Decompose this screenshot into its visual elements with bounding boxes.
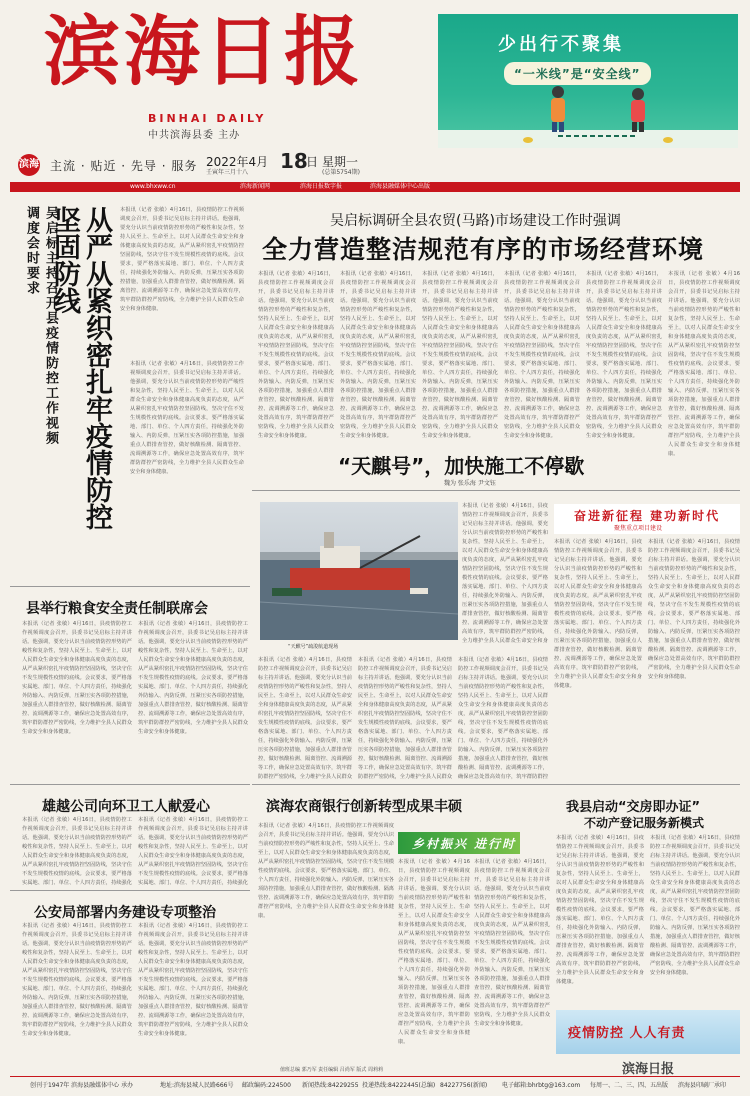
- market-body-col2: 本报讯（记者 张敏）4月16日，县疫情防控工作视频调度会召开，县委书记吴启标主持并讲话。他强调，要充分认识当前疫情防控形势的严峻性和复杂性，坚持人民至上、生命至上，以对人民群众生命安全和身体健康高度负责的态度，从严从紧织密扎牢疫情防控坚固防线，坚决守住不发生规模性疫情的底线。会议要求，要严格落实属地、部门、单位、个人四方责任，持续强化外防输入、内防反弹，压紧压实各项防控措施，加强重点人群排查管控，做好核酸检测、隔离管控、流调溯源等工作，确保应急处置高效有序，筑牢群防群控严密防线，全力维护全县人民群众生命安全和身体健康。: [340, 271, 416, 439]
- market-body-col5: 本报讯（记者 张敏）4月16日，县疫情防控工作视频调度会召开，县委书记吴启标主持并讲话。他强调，要充分认识当前疫情防控形势的严峻性和复杂性，坚持人民至上、生命至上，以对人民群众生命安全和身体健康高度负责的态度，从严从紧织密扎牢疫情防控坚固防线，坚决守住不发生规模性疫情的底线。会议要求，要严格落实属地、部门、单位、个人四方责任，持续强化外防输入、内防反弹，压紧压实各项防控措施，加强重点人群排查管控，做好核酸检测、隔离管控、流调溯源等工作，确保应急处置高效有序，筑牢群防群控严密防线，全力维护全县人民群众生命安全和身体健康。: [586, 271, 662, 439]
- tianqi-body-col6: 本报讯（记者 张敏）4月16日，县疫情防控工作视频调度会召开，县委书记吴启标主持并讲话。他强调，要充分认识当前疫情防控形势的严峻性和复杂性，坚持人民至上、生命至上，以对人民群众生命安全和身体健康高度负责的态度，从严从紧织密扎牢疫情防控坚固防线，坚决守住不发生规模性疫情的底线。会议要求，要严格落实属地、部门、单位、个人四方责任，持续强化外防输入、内防反弹，压紧压实各项防控措施，加强重点人群排查管控，做好核酸检测、隔离管控、流调溯源等工作，确保应急处置高效有序，筑牢群防群控: [458, 657, 548, 780]
- sponsor-line: 中共滨海县委 主办: [148, 130, 241, 141]
- footer-delivery-phone: 投递热线:84222445(总编): [362, 1082, 436, 1089]
- divider: [10, 784, 250, 785]
- tianqi-byline: 魏为 张乐海 尹文钰: [444, 480, 496, 487]
- new-era-banner: [554, 504, 740, 534]
- grain-body-col2: 本报讯（记者 张敏）4月16日，县疫情防控工作视频调度会召开，县委书记吴启标主持并讲话。他强调，要充分认识当前疫情防控形势的严峻性和复杂性，坚持人民至上、生命至上，以对人民群众生命安全和身体健康高度负责的态度，从严从紧织密扎牢疫情防控坚固防线，坚决守住不发生规模性疫情的底线。会议要求，要严格落实属地、部门、单位、个人四方责任，持续强化外防输入、内防反弹，压紧压实各项防控措施，加强重点人群排查管控，做好核酸检测、隔离管控、流调溯源等工作，确保应急处置高效有序，筑牢群防群控严密防线，全力维护全县人民群众生命安全和身体健康。: [138, 621, 248, 735]
- newspaper-logo-english: BINHAI DAILY: [148, 112, 267, 125]
- footer-founded: 创刊于1947年 滨海县融媒体中心 承办: [30, 1082, 134, 1089]
- day-unit: 日: [306, 155, 319, 169]
- lead-headline: 从严从紧织密扎牢疫情防控坚固防线: [49, 206, 112, 530]
- new-era-subtitle: 聚焦重点项目建设: [614, 525, 663, 532]
- bank-body-col3: 本报讯（记者 张敏）4月16日，县疫情防控工作视频调度会召开，县委书记吴启标主持并讲话。他强调，要充分认识当前疫情防控形势的严峻性和复杂性，坚持人民至上、生命至上，以对人民群众生命安全和身体健康高度负责的态度，从严从紧织密扎牢疫情防控坚固防线，坚决守住不发生规模性疫情的底线。会议要求，要严格落实属地、部门、单位、个人四方责任，持续强化外防输入、内防反弹，压紧压实各项防控措施，加强重点人群排查管控，做好核酸检测、隔离管控、流调溯源等工作，确保应急处置高效有序，筑牢群防群控严密防线，全力维护全县人民群众生命安全和身体健康。: [474, 859, 550, 1027]
- newspaper-emblem-icon: 滨海: [18, 154, 40, 176]
- market-body-col6: 本报讯（记者 张敏）4月16日，县疫情防控工作视频调度会召开，县委书记吴启标主持并讲话。他强调，要充分认识当前疫情防控形势的严峻性和复杂性，坚持人民至上、生命至上，以对人民群众生命安全和身体健康高度负责的态度，从严从紧织密扎牢疫情防控坚固防线，坚决守住不发生规模性疫情的底线。会议要求，要严格落实属地、部门、单位、个人四方责任，持续强化外防输入、内防反弹，压紧压实各项防控措施，加强重点人群排查管控，做好核酸检测、隔离管控、流调溯源等工作，确保应急处置高效有序，筑牢群防群控严密防线，全力维护全县人民群众生命安全和身体健康。: [668, 271, 740, 457]
- footer: [10, 1076, 740, 1090]
- new-era-title: 奋进新征程 建功新时代: [574, 509, 721, 523]
- divider: [552, 784, 740, 785]
- public-service-banner: [438, 14, 738, 148]
- wechat-watermark: 滨海日报: [622, 1062, 675, 1077]
- footer-email[interactable]: 电子邮箱:bhrbtg@163.com: [502, 1082, 581, 1089]
- footer-printer: 滨海县印刷厂承印: [678, 1082, 727, 1089]
- market-kicker: 吴启标调研全县农贸(马路)市场建设工作时强调: [330, 213, 621, 229]
- publication-date: 2022年4月: [206, 155, 269, 169]
- website-bar: [10, 182, 740, 192]
- lead-kicker: 吴启标主持召开县疫情防控工作视频调度会时要求: [24, 206, 58, 446]
- news-site[interactable]: 滨海新闻网: [240, 183, 271, 190]
- tianqi-body-col2: 本报讯（记者 张敏）4月16日，县疫情防控工作视频调度会召开，县委书记吴启标主持并讲话。他强调，要充分认识当前疫情防控形势的严峻性和复杂性，坚持人民至上、生命至上，以对人民群众生命安全和身体健康高度负责的态度，从严从紧织密扎牢疫情防控坚固防线，坚决守住不发生规模性疫情的底线。会议要求，要严格落实属地、部门、单位、个人四方责任，持续强化外防输入、内防反弹，压紧压实各项防控措施，加强重点人群排查管控，做好核酸检测、隔离管控、流调溯源等工作，确保应急处置高效有序，筑牢群防群控严密防线，全力维护全县人民群众生命安全和身体健康。: [554, 539, 642, 689]
- rural-banner-text: 乡村振兴 进行时: [412, 837, 517, 851]
- digital-paper[interactable]: 滨海日报数字报: [300, 183, 343, 190]
- lead-body-2: 本报讯（记者 张敏）4月16日，县疫情防控工作视频调度会召开，县委书记吴启标主持并讲话。他强调，要充分认识当前疫情防控形势的严峻性和复杂性，坚持人民至上、生命至上，以对人民群众生命安全和身体健康高度负责的态度，从严从紧织密扎牢疫情防控坚固防线，坚决守住不发生规模性疫情的底线。会议要求，要严格落实属地、部门、单位、个人四方责任，持续强化外防输入、内防反弹，压紧压实各项防控措施，加强重点人群排查管控，做好核酸检测、隔离管控、流调溯源等工作，确保应急处置高效有序，筑牢群防群控严密防线，全力维护全县人民群众生命安全和身体健康。: [130, 361, 244, 475]
- xiongyue-headline: 雄越公司向环卫工人献爱心: [42, 799, 210, 815]
- footer-schedule: 每周一、二、三、四、五出版: [590, 1082, 669, 1089]
- police-headline: 公安局部署内务建设专项整治: [34, 905, 216, 921]
- bank-body-col2: 本报讯（记者 张敏）4月16日，县疫情防控工作视频调度会召开，县委书记吴启标主持并讲话。他强调，要充分认识当前疫情防控形势的严峻性和复杂性，坚持人民至上、生命至上，以对人民群众生命安全和身体健康高度负责的态度，从严从紧织密扎牢疫情防控坚固防线，坚决守住不发生规模性疫情的底线。会议要求，要严格落实属地、部门、单位、个人四方责任，持续强化外防输入、内防反弹，压紧压实各项防控措施，加强重点人群排查管控，做好核酸检测、隔离管控、流调溯源等工作，确保应急处置高效有序，筑牢群防群控严密防线，全力维护全县人民群众生命安全和身体健康。: [398, 859, 470, 1045]
- footer-address: 地址:滨海县城人民路666号: [160, 1082, 234, 1089]
- website-url[interactable]: www.bhxww.cn: [130, 183, 176, 190]
- footer-news-phone: 新闻热线:84229255: [302, 1082, 359, 1089]
- lead-body: 本报讯（记者 张敏）4月16日，县疫情防控工作视频调度会召开，县委书记吴启标主持并讲话。他强调，要充分认识当前疫情防控形势的严峻性和复杂性，坚持人民至上、生命至上，以对人民群众生命安全和身体健康高度负责的态度，从严从紧织密扎牢疫情防控坚固防线，坚决守住不发生规模性疫情的底线。会议要求，要严格落实属地、部门、单位、个人四方责任，持续强化外防输入、内防反弹，压紧压实各项防控措施，加强重点人群排查管控，做好核酸检测、隔离管控、流调溯源等工作，确保应急处置高效有序，筑牢群防群控严密防线，全力维护全县人民群众生命安全和身体健康。: [120, 207, 244, 312]
- transaction-headline: 我县启动“交房即办证”: [566, 800, 701, 815]
- police-body-col1: 本报讯（记者 张敏）4月16日，县疫情防控工作视频调度会召开，县委书记吴启标主持并讲话。他强调，要充分认识当前疫情防控形势的严峻性和复杂性，坚持人民至上、生命至上，以对人民群众生命安全和身体健康高度负责的态度，从严从紧织密扎牢疫情防控坚固防线，坚决守住不发生规模性疫情的底线。会议要求，要严格落实属地、部门、单位、个人四方责任，持续强化外防输入、内防反弹，压紧压实各项防控措施，加强重点人群排查管控，做好核酸检测、隔离管控、流调溯源等工作，确保应急处置高效有序，筑牢群防群控严密防线，全力维护全县人民群众生命安全和身体健康。: [22, 923, 132, 1037]
- date-line: [10, 149, 740, 178]
- epidemic-banner-text: 疫情防控 人人有责: [568, 1026, 686, 1041]
- people-distance-illustration: [438, 84, 738, 148]
- market-body-col1: 本报讯（记者 张敏）4月16日，县疫情防控工作视频调度会召开，县委书记吴启标主持并讲话。他强调，要充分认识当前疫情防控形势的严峻性和复杂性，坚持人民至上、生命至上，以对人民群众生命安全和身体健康高度负责的态度，从严从紧织密扎牢疫情防控坚固防线，坚决守住不发生规模性疫情的底线。会议要求，要严格落实属地、部门、单位、个人四方责任，持续强化外防输入、内防反弹，压紧压实各项防控措施，加强重点人群排查管控，做好核酸检测、隔离管控、流调溯源等工作，确保应急处置高效有序，筑牢群防群控严密防线，全力维护全县人民群众生命安全和身体健康。: [258, 271, 334, 439]
- grain-body-col1: 本报讯（记者 张敏）4月16日，县疫情防控工作视频调度会召开，县委书记吴启标主持并讲话。他强调，要充分认识当前疫情防控形势的严峻性和复杂性，坚持人民至上、生命至上，以对人民群众生命安全和身体健康高度负责的态度，从严从紧织密扎牢疫情防控坚固防线，坚决守住不发生规模性疫情的底线。会议要求，要严格落实属地、部门、单位、个人四方责任，持续强化外防输入、内防反弹，压紧压实各项防控措施，加强重点人群排查管控，做好核酸检测、隔离管控、流调溯源等工作，确保应急处置高效有序，筑牢群防群控严密防线，全力维护全县人民群众生命安全和身体健康。: [22, 621, 132, 735]
- tianqi-headline: “天麒号”，加快施工不停歇: [338, 454, 585, 478]
- publisher-note: 滨海县融媒体中心出版: [370, 183, 431, 190]
- banner-title: 少出行不聚集: [498, 34, 624, 55]
- footer-postcode: 邮政编码:224500: [242, 1082, 291, 1089]
- divider: [252, 490, 740, 491]
- issue-number: (总第5754期): [322, 169, 360, 176]
- transaction-body-col2: 本报讯（记者 张敏）4月16日，县疫情防控工作视频调度会召开，县委书记吴启标主持并讲话。他强调，要充分认识当前疫情防控形势的严峻性和复杂性，坚持人民至上、生命至上，以对人民群众生命安全和身体健康高度负责的态度，从严从紧织密扎牢疫情防控坚固防线，坚决守住不发生规模性疫情的底线。会议要求，要严格落实属地、部门、单位、个人四方责任，持续强化外防输入、内防反弹，压紧压实各项防控措施，加强重点人群排查管控，做好核酸检测、隔离管控、流调溯源等工作，确保应急处置高效有序，筑牢群防群控严密防线，全力维护全县人民群众生命安全和身体健康。: [650, 835, 740, 976]
- divider: [252, 784, 552, 785]
- photo-caption: “天麒号”疏浚航道现场: [288, 644, 339, 650]
- police-body-col2: 本报讯（记者 张敏）4月16日，县疫情防控工作视频调度会召开，县委书记吴启标主持并讲话。他强调，要充分认识当前疫情防控形势的严峻性和复杂性，坚持人民至上、生命至上，以对人民群众生命安全和身体健康高度负责的态度，从严从紧织密扎牢疫情防控坚固防线，坚决守住不发生规模性疫情的底线。会议要求，要严格落实属地、部门、单位、个人四方责任，持续强化外防输入、内防反弹，压紧压实各项防控措施，加强重点人群排查管控，做好核酸检测、隔离管控、流调溯源等工作，确保应急处置高效有序，筑牢群防群控严密防线，全力维护全县人民群众生命安全和身体健康。: [138, 923, 248, 1037]
- dredger-illustration: [260, 502, 458, 640]
- xiongyue-body-col1: 本报讯（记者 张敏）4月16日，县疫情防控工作视频调度会召开，县委书记吴启标主持并讲话。他强调，要充分认识当前疫情防控形势的严峻性和复杂性，坚持人民至上、生命至上，以对人民群众生命安全和身体健康高度负责的态度，从严从紧织密扎牢疫情防控坚固防线，坚决守住不发生规模性疫情的底线。会议要求，要严格落实属地、部门、单位、个人四方责任，持续强化: [22, 817, 132, 886]
- market-body-col3: 本报讯（记者 张敏）4月16日，县疫情防控工作视频调度会召开，县委书记吴启标主持并讲话。他强调，要充分认识当前疫情防控形势的严峻性和复杂性，坚持人民至上、生命至上，以对人民群众生命安全和身体健康高度负责的态度，从严从紧织密扎牢疫情防控坚固防线，坚决守住不发生规模性疫情的底线。会议要求，要严格落实属地、部门、单位、个人四方责任，持续强化外防输入、内防反弹，压紧压实各项防控措施，加强重点人群排查管控，做好核酸检测、隔离管控、流调溯源等工作，确保应急处置高效有序，筑牢群防群控严密防线，全力维护全县人民群众生命安全和身体健康。: [422, 271, 498, 439]
- grain-headline: 县举行粮食安全责任制联席会: [26, 601, 208, 617]
- dredger-photo: [260, 502, 458, 640]
- tianqi-body-col3: 本报讯（记者 张敏）4月16日，县疫情防控工作视频调度会召开，县委书记吴启标主持并讲话。他强调，要充分认识当前疫情防控形势的严峻性和复杂性，坚持人民至上、生命至上，以对人民群众生命安全和身体健康高度负责的态度，从严从紧织密扎牢疫情防控坚固防线，坚决守住不发生规模性疫情的底线。会议要求，要严格落实属地、部门、单位、个人四方责任，持续强化外防输入、内防反弹，压紧压实各项防控措施，加强重点人群排查管控，做好核酸检测、隔离管控、流调溯源等工作，确保应急处置高效有序，筑牢群防群控严密防线，全力维护全县人民群众生命安全和身体健康。: [648, 539, 740, 680]
- footer-news-phone-2: 84227756(新闻): [440, 1082, 488, 1089]
- rural-revitalization-banner: [398, 832, 520, 854]
- xiongyue-body-col2: 本报讯（记者 张敏）4月16日，县疫情防控工作视频调度会召开，县委书记吴启标主持并讲话。他强调，要充分认识当前疫情防控形势的严峻性和复杂性，坚持人民至上、生命至上，以对人民群众生命安全和身体健康高度负责的态度，从严从紧织密扎牢疫情防控坚固防线，坚决守住不发生规模性疫情的底线。会议要求，要严格落实属地、部门、单位、个人四方责任，持续强化: [138, 817, 248, 886]
- bank-body-col1: 本报讯（记者 张敏）4月16日，县疫情防控工作视频调度会召开，县委书记吴启标主持并讲话。他强调，要充分认识当前疫情防控形势的严峻性和复杂性，坚持人民至上、生命至上，以对人民群众生命安全和身体健康高度负责的态度，从严从紧织密扎牢疫情防控坚固防线，坚决守住不发生规模性疫情的底线。会议要求，要严格落实属地、部门、单位、个人四方责任，持续强化外防输入、内防反弹，压紧压实各项防控措施，加强重点人群排查管控，做好核酸检测、隔离管控、流调溯源等工作，确保应急处置高效有序，筑牢群防群控严密防线，全力维护全县人民群众生命安全和身体健康。: [258, 823, 394, 919]
- tianqi-body-col4: 本报讯（记者 张敏）4月16日，县疫情防控工作视频调度会召开，县委书记吴启标主持并讲话。他强调，要充分认识当前疫情防控形势的严峻性和复杂性，坚持人民至上、生命至上，以对人民群众生命安全和身体健康高度负责的态度，从严从紧织密扎牢疫情防控坚固防线，坚决守住不发生规模性疫情的底线。会议要求，要严格落实属地、部门、单位、个人四方责任，持续强化外防输入、内防反弹，压紧压实各项防控措施，加强重点人群排查管控，做好核酸检测、隔离管控、流调溯源等工作，确保应急处置高效有序，筑牢群防群控严密防线，全力维护全县人民群众: [258, 657, 352, 780]
- lunar-date: 壬寅年三月十八: [206, 169, 249, 176]
- divider: [10, 890, 250, 891]
- bank-headline: 滨海农商银行创新转型成果丰硕: [266, 799, 462, 815]
- slogan: 主流 · 贴近 · 先导 · 服务: [50, 159, 198, 173]
- transaction-body-col1: 本报讯（记者 张敏）4月16日，县疫情防控工作视频调度会召开，县委书记吴启标主持并讲话。他强调，要充分认识当前疫情防控形势的严峻性和复杂性，坚持人民至上、生命至上，以对人民群众生命安全和身体健康高度负责的态度，从严从紧织密扎牢疫情防控坚固防线，坚决守住不发生规模性疫情的底线。会议要求，要严格落实属地、部门、单位、个人四方责任，持续强化外防输入、内防反弹，压紧压实各项防控措施，加强重点人群排查管控，做好核酸检测、隔离管控、流调溯源等工作，确保应急处置高效有序，筑牢群防群控严密防线，全力维护全县人民群众生命安全和身体健康。: [556, 835, 644, 985]
- transaction-subhead: 不动产登记服务新模式: [584, 816, 705, 830]
- tianqi-body-col1: 本报讯（记者 张敏）4月16日，县疫情防控工作视频调度会召开，县委书记吴启标主持并讲话。他强调，要充分认识当前疫情防控形势的严峻性和复杂性，坚持人民至上、生命至上，以对人民群众生命安全和身体健康高度负责的态度，从严从紧织密扎牢疫情防控坚固防线，坚决守住不发生规模性疫情的底线。会议要求，要严格落实属地、部门、单位、个人四方责任，持续强化外防输入、内防反弹，压紧压实各项防控措施，加强重点人群排查管控，做好核酸检测、隔离管控、流调溯源等工作，确保应急处置高效有序，筑牢群防群控严密防线，全力维护全县人民群众生命安全和身: [462, 503, 548, 644]
- newspaper-logo: 滨海日报: [44, 7, 364, 96]
- divider: [10, 586, 250, 587]
- epidemic-prevention-banner: [556, 1010, 740, 1054]
- editor-credits: 值班总编 郭乃军 责任编辑 吕尚军 版式 周莉莉: [280, 1067, 383, 1073]
- weekday: 星期一: [322, 155, 359, 169]
- banner-subtitle: “一米线”是“安全线”: [504, 62, 651, 85]
- publication-day: 18: [280, 149, 308, 173]
- market-headline: 全力营造整洁规范有序的市场经营环境: [262, 235, 705, 264]
- market-body-col4: 本报讯（记者 张敏）4月16日，县疫情防控工作视频调度会召开，县委书记吴启标主持并讲话。他强调，要充分认识当前疫情防控形势的严峻性和复杂性，坚持人民至上、生命至上，以对人民群众生命安全和身体健康高度负责的态度，从严从紧织密扎牢疫情防控坚固防线，坚决守住不发生规模性疫情的底线。会议要求，要严格落实属地、部门、单位、个人四方责任，持续强化外防输入、内防反弹，压紧压实各项防控措施，加强重点人群排查管控，做好核酸检测、隔离管控、流调溯源等工作，确保应急处置高效有序，筑牢群防群控严密防线，全力维护全县人民群众生命安全和身体健康。: [504, 271, 580, 439]
- tianqi-body-col5: 本报讯（记者 张敏）4月16日，县疫情防控工作视频调度会召开，县委书记吴启标主持并讲话。他强调，要充分认识当前疫情防控形势的严峻性和复杂性，坚持人民至上、生命至上，以对人民群众生命安全和身体健康高度负责的态度，从严从紧织密扎牢疫情防控坚固防线，坚决守住不发生规模性疫情的底线。会议要求，要严格落实属地、部门、单位、个人四方责任，持续强化外防输入、内防反弹，压紧压实各项防控措施，加强重点人群排查管控，做好核酸检测、隔离管控、流调溯源等工作，确保应急处置高效有序，筑牢群防群控严密防线，全力维护全县人民群众: [358, 657, 452, 780]
